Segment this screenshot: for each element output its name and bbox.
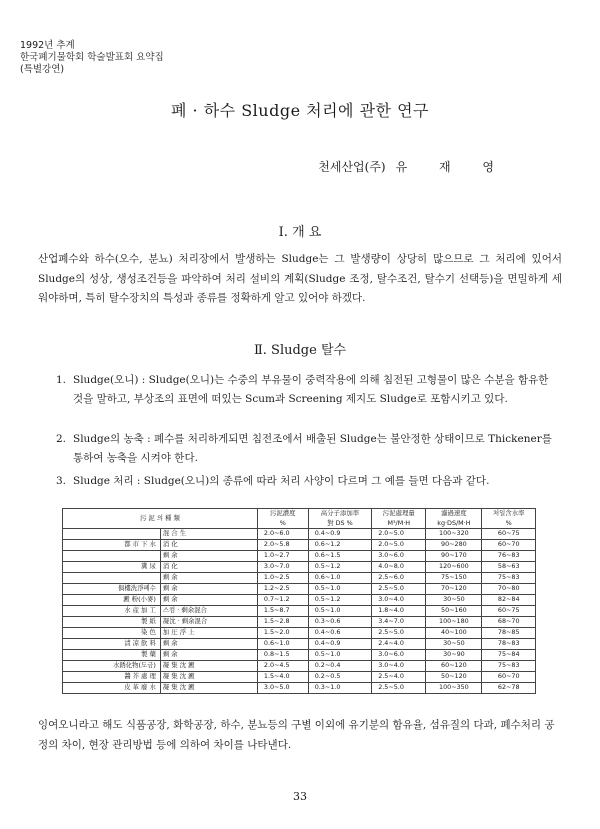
table-cell: 3.0~4.0: [372, 595, 426, 606]
table-header-cell: 高分子添加率 對 DS %: [308, 509, 372, 529]
table-cell: 澱 粉(小麥): [63, 595, 161, 606]
table-cell: 40~100: [426, 628, 482, 639]
table-cell: 剩 余: [160, 650, 257, 661]
table-cell: 100~350: [426, 683, 482, 694]
header-line-3: (특별강연): [20, 64, 65, 75]
table-cell: 0.4~0.9: [308, 639, 372, 650]
table-cell: [63, 573, 161, 584]
table-cell: 0.6~1.0: [257, 639, 308, 650]
table-cell: 消 化: [160, 540, 257, 551]
table-cell: 30~90: [426, 650, 482, 661]
table-cell: 剩 余: [160, 551, 257, 562]
list-item-text: Sludge 처리 : Sludge(오니)의 종류에 따라 처리 사양이 다르며 그 예를 들면 다음과 같다.: [73, 475, 490, 487]
table-cell: 75~83: [482, 573, 536, 584]
table-cell: 70~120: [426, 584, 482, 595]
table-cell: 90~280: [426, 540, 482, 551]
table-cell: 1.5~4.0: [257, 672, 308, 683]
table-cell: 0.5~1.0: [308, 584, 372, 595]
table-cell: 0.5~1.2: [308, 595, 372, 606]
table-row: [63, 573, 536, 584]
table-cell: 凝 集 沈 澱: [160, 661, 257, 672]
table-cell: 3.4~7.0: [372, 617, 426, 628]
table-cell: 剩 余: [160, 639, 257, 650]
page-number: 33: [293, 790, 307, 803]
list-item-3: [56, 472, 556, 491]
table-cell: 76~83: [482, 551, 536, 562]
table-cell: 60~70: [482, 672, 536, 683]
table-cell: 醬 芥 處 理: [63, 672, 161, 683]
table-row: [63, 540, 536, 551]
table-cell: 0.6~1.0: [308, 573, 372, 584]
table-cell: 75~84: [482, 650, 536, 661]
table-cell: 凝沈 · 剩余混合: [160, 617, 257, 628]
table-cell: 1.5~2.8: [257, 617, 308, 628]
table-cell: 0.6~1.2: [308, 540, 372, 551]
table-cell: 製 藥: [63, 650, 161, 661]
table-cell: 消 化: [160, 562, 257, 573]
table-body: [63, 529, 536, 694]
table-cell: 0.3~1.0: [308, 683, 372, 694]
table-cell: 60~120: [426, 661, 482, 672]
table-cell: 0.2~0.5: [308, 672, 372, 683]
table-row: [63, 562, 536, 573]
table-cell: 0.5~1.2: [308, 562, 372, 573]
table-cell: 2.5~5.0: [372, 683, 426, 694]
table-cell: 78~85: [482, 628, 536, 639]
table-row: [63, 683, 536, 694]
table-cell: 90~170: [426, 551, 482, 562]
table-cell: 1.5~2.0: [257, 628, 308, 639]
header-line-2: 한국폐기물학회 학술발표회 요약집: [20, 52, 164, 63]
table-cell: 75~83: [482, 661, 536, 672]
table-header-cell: 처일含水率 %: [482, 509, 536, 529]
table-cell: 都 市 下 水: [63, 540, 161, 551]
table-header-row: [63, 509, 536, 529]
list-item-text: Sludge(오니) : Sludge(오니)는 수중의 부유물이 중력작용에 의해 침전된 고형물이 많은 수분을 함유한 것을 말하고, 부상조의 표면에 떠있는 Scum과 Screening 제지도 Sludge로 포함시키고 있다.: [73, 374, 549, 405]
table-cell: 58~63: [482, 562, 536, 573]
table-cell: 1.2~2.5: [257, 584, 308, 595]
sludge-treatment-table: [62, 508, 536, 694]
table-cell: 스컴 · 剩余混合: [160, 606, 257, 617]
list-item-text: Sludge의 농축 : 폐수를 처리하게되면 침전조에서 배출된 Sludge는 불안정한 상태이므로 Thickener를 통하여 농축을 시켜야 한다.: [73, 433, 552, 464]
table-cell: 30~50: [426, 595, 482, 606]
table-cell: 2.0~5.0: [372, 540, 426, 551]
table-cell: 淸 凉 飮 料: [63, 639, 161, 650]
table-cell: [63, 529, 161, 540]
paper-title: 폐 · 하수 Sludge 처리에 관한 연구: [171, 101, 429, 120]
table-header-cell: 污泥處理量 M³/M·H: [372, 509, 426, 529]
table-row: [63, 529, 536, 540]
table-cell: 0.6~1.5: [308, 551, 372, 562]
table-cell: 0.5~1.0: [308, 650, 372, 661]
table-cell: 50~160: [426, 606, 482, 617]
list-item-number: 2.: [56, 433, 67, 445]
author-affiliation: 천세산업(주): [318, 160, 386, 174]
table-cell: 0.7~1.2: [257, 595, 308, 606]
table-cell: 0.5~1.0: [308, 606, 372, 617]
table-cell: 100~320: [426, 529, 482, 540]
table-row: [63, 584, 536, 595]
table-cell: 60~75: [482, 606, 536, 617]
table-cell: 0.4~0.6: [308, 628, 372, 639]
table-cell: 2.4~4.0: [372, 639, 426, 650]
section-1-paragraph: 산업폐수와 하수(오수, 분뇨) 처리장에서 발생하는 Sludge는 그 발생량이 상당히 많으므로 그 처리에 있어서 Sludge의 성상, 생성조건등을 파악하여 처리 설비의 계획(Sludge 조정, 탈수조건, 탈수기 선택등)을 면밀하게 세워야하며, 특히 탈수장치의 특성과 종류를 정확하게 알고 있어야 하겠다.: [38, 253, 562, 304]
table-cell: 剩 余: [160, 584, 257, 595]
closing-paragraph: 잉여오니라고 해도 식품공장, 화학공장, 하수, 분뇨등의 구별 이외에 유기분의 함유율, 섬유질의 다과, 폐수처리 공정의 차이, 현장 관리방법 등에 의하여 차이를 나타낸다.: [38, 719, 555, 751]
table-row: [63, 661, 536, 672]
header-line-1: 1992년 추계: [20, 40, 75, 51]
table-cell: 100~180: [426, 617, 482, 628]
author-line: [318, 158, 508, 175]
table-cell: 0.8~1.5: [257, 650, 308, 661]
table-cell: 30~50: [426, 639, 482, 650]
table-row: [63, 551, 536, 562]
table-cell: 3.0~7.0: [257, 562, 308, 573]
table-cell: 4.0~8.0: [372, 562, 426, 573]
table-cell: 70~80: [482, 584, 536, 595]
table-cell: 1.0~2.7: [257, 551, 308, 562]
table-cell: 82~84: [482, 595, 536, 606]
proceedings-header: [20, 40, 164, 76]
table-cell: [63, 551, 161, 562]
table-cell: 俱樓洗淨폐수: [63, 584, 161, 595]
table-header-cell: 污 泥 의 種 類: [63, 509, 258, 529]
table-cell: 60~75: [482, 529, 536, 540]
list-item-2: [56, 430, 556, 468]
table-cell: 2.0~6.0: [257, 529, 308, 540]
table-row: [63, 650, 536, 661]
table-cell: 剩 余: [160, 573, 257, 584]
list-item-1: [56, 371, 556, 409]
table-cell: 0.2~0.4: [308, 661, 372, 672]
table-cell: 0.3~0.6: [308, 617, 372, 628]
table-cell: 3.0~6.0: [372, 551, 426, 562]
table-cell: 0.4~0.9: [308, 529, 372, 540]
section-2-heading: Ⅱ. Sludge 탈수: [253, 343, 347, 358]
table-row: [63, 617, 536, 628]
table-cell: 凝 集 沈 澱: [160, 672, 257, 683]
table-header-cell: 污泥濃度 %: [257, 509, 308, 529]
author-name: 유 재 영: [395, 160, 508, 174]
table-cell: 1.0~2.5: [257, 573, 308, 584]
table-cell: 加 圧 浮 上: [160, 628, 257, 639]
table-cell: 糞 尿: [63, 562, 161, 573]
table-cell: 2.0~5.0: [372, 529, 426, 540]
table-cell: 2.5~4.0: [372, 672, 426, 683]
table-row: [63, 672, 536, 683]
table-cell: 2.5~6.0: [372, 573, 426, 584]
table-cell: 2.0~4.5: [257, 661, 308, 672]
table-cell: 78~83: [482, 639, 536, 650]
table-cell: 2.5~5.0: [372, 628, 426, 639]
table-cell: 75~150: [426, 573, 482, 584]
table-cell: 皮 革 廢 水: [63, 683, 161, 694]
table-cell: 水 産 加 工: [63, 606, 161, 617]
table-row: [63, 639, 536, 650]
table-row: [63, 595, 536, 606]
table-row: [63, 628, 536, 639]
table-cell: 製 紙: [63, 617, 161, 628]
table-cell: 68~70: [482, 617, 536, 628]
table-cell: 凝 集 沈 澱: [160, 683, 257, 694]
table-header-cell: 濾過速度 kg·DS/M·H: [426, 509, 482, 529]
list-item-number: 1.: [56, 374, 67, 386]
table-cell: 水銹化物(도금): [63, 661, 161, 672]
table-cell: 60~70: [482, 540, 536, 551]
table-cell: 1.5~8.7: [257, 606, 308, 617]
table-cell: 1.8~4.0: [372, 606, 426, 617]
table-row: [63, 606, 536, 617]
section-1-heading: Ⅰ. 개 요: [278, 225, 322, 240]
table-cell: 50~120: [426, 672, 482, 683]
table-cell: 62~78: [482, 683, 536, 694]
table-cell: 染 色: [63, 628, 161, 639]
table-cell: 2.5~5.0: [372, 584, 426, 595]
table-cell: 3.0~4.0: [372, 661, 426, 672]
table-cell: 3.0~5.0: [257, 683, 308, 694]
list-item-number: 3.: [56, 475, 67, 487]
table-cell: 剩 余: [160, 595, 257, 606]
table-cell: 120~600: [426, 562, 482, 573]
table-cell: 混 合 生: [160, 529, 257, 540]
table-cell: 2.0~5.8: [257, 540, 308, 551]
table-cell: 3.0~6.0: [372, 650, 426, 661]
